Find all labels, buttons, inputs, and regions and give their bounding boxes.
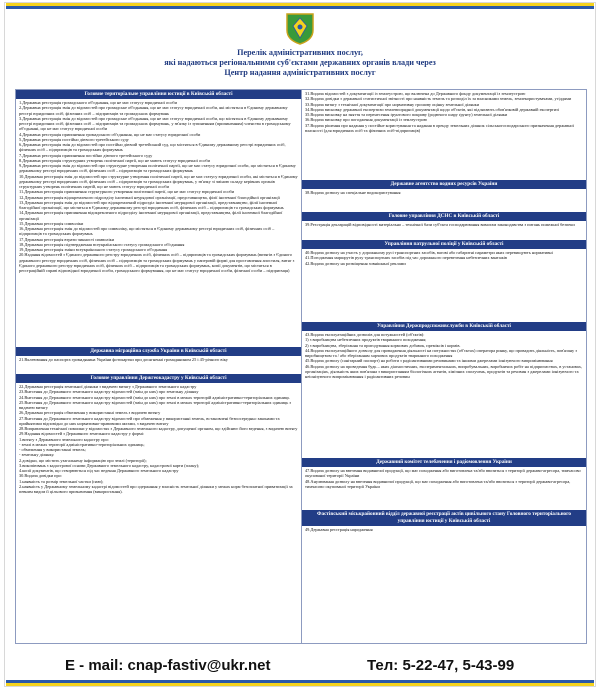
section-body [16, 356, 301, 362]
footer-email[interactable]: E - mail: cnap-fastiv@ukr.net [65, 657, 271, 674]
section-geocadastre [16, 374, 301, 643]
section-header: Управління патрульної поліції у Київській області [302, 240, 586, 249]
service-item: - обмеження у використанні земель; [19, 447, 86, 452]
service-item: 48.Анулювання дозволу на ввезення видавничої продукції, що має походження або виготовлена та/або ввозиться з території держави-агресора, тимчасово окупованої території України [305, 478, 571, 489]
service-item: 49.Державна реєстрація народження [305, 527, 373, 532]
service-item: 21.Вклеювання до паспорта громадянина України фотокартки при досягненні громадянином 25 і 45-річного віку [19, 357, 228, 362]
section-body [302, 526, 586, 532]
service-item: 3.викопіювань з кадастрової основи Державного земельного кадастру, кадастрової карти (плану); [19, 462, 200, 468]
service-item: 11.Державна реєстрація припинення структурного утворення політичної партії, що не має статусу юридичної особи [19, 189, 235, 195]
service-item: 2.наявність у Державному земельному кадастрі відомостей про одержання у власність земельної ділянки у межах норм безоплатної приватизації за певним видом її цільового призначення (використання). [19, 483, 293, 494]
service-item: 2.Державна реєстрація змін до відомостей про громадське об'єднання, що не має статусу юридичної особи, які містяться в Єдиному державному реєстрі юридичних осіб, фізичних осіб – підприємців та громадських формувань [19, 105, 288, 116]
service-item: 35.Видача висновку на зняття та перенесення ґрунтового покриву (родючого шару ґрунту) земельної ділянки [305, 112, 508, 117]
service-item: 10.Державна реєстрація змін до відомостей про структурне утворення політичної партії, що не має статусу юридичної особи, які містяться в Єдиному державному реєстрі юридичних осіб, фізичних осіб – підприємців та громадських формувань, у зв'язку зі зміною складу керівних органів структурних утворень політичних партій, що не мають статусу юридичної особи [19, 173, 298, 189]
section-justice [16, 90, 301, 345]
service-item: 19.Державна реєстрація зміни всеукраїнського статусу громадського об'єднання [19, 247, 168, 252]
page-title [5, 48, 595, 78]
service-item: 20.Надання відомостей з Єдиного державного реєстру юридичних осіб, фізичних осіб – підприємців та громадських формувань (витягів з Єдиного державного реєстру юридичних осіб, фізичних осіб – підприємців та громадських формувань у паперовій формі для проставлення апостиля, витяг з Єдиного державного реєстру юридичних осіб, фізичних осіб – підприємців та громадських формувань, копії документів, що містяться в реєстраційній справі відповідної юридичної особи, громадського формування, що не має статусу юридичної особи, фізичної особи – підприємця) [19, 252, 295, 273]
title-line-2: які надаються регіональними суб'єктами державних органів влади через [164, 58, 436, 67]
service-item: 1.наявність та розмір земельної частки (паю); [19, 478, 104, 484]
service-item: 46.Видача дозволу на проведення будь – яких діагностичних, експериментальних, випробувальних, виробничих робіт на підприємствах, в установах, організаціях, діяльність яких пов'язана з використанням біологічних агентів, хімічних сполучень, продуктів та речовин з джерелами іонізуючого та неіонізуючого випромінювання і радіоактивних речовин [305, 363, 582, 379]
service-item: 31.Видача відомостей з документації із землеустрою, що включена до Державного фонду документації із землеустрою [305, 91, 526, 96]
section-header: Управління Держпродспоживслужби в Київській області [302, 322, 586, 331]
service-item: 23.Внесення до Державного земельного кадастру відомостей (змін до них) про земельну ділянку [19, 389, 199, 395]
service-item: 28.Виправлення технічної помилки у відомостях з Державного земельного кадастру, допущеної органом, що здійснює його ведення, з видачею витягу [19, 426, 298, 431]
right-column [302, 90, 586, 643]
service-item: 36.Видача висновку про погодження документації із землеустрою [305, 117, 428, 123]
bottom-yellow-stripe [6, 683, 594, 686]
service-item: 6.Державна реєстрація змін до відомостей про постійно діючий третейський суд, що містяться в Єдиному державному реєстрі юридичних осіб, фізичних осіб – підприємців та громадських формувань [19, 142, 286, 153]
service-item: 29.Надання відомостей з Державного земельного кадастру у формі: [19, 431, 145, 437]
service-item: 27.Внесення до Державного земельного кадастру відомостей про обмеження у використанні земель, встановлені безпосередньо законами та прийнятими відповідно до них нормативно-правовими актами, з видачею витягу [19, 415, 280, 426]
service-item: 4.копії документів, що створюються під час ведення Державного земельного кадастру [19, 468, 179, 473]
service-item: 47.Видача дозволу на ввезення видавничої продукції, що має походження або виготовлена та/або ввозиться з території держави-агресора, тимчасово окупованої території України [305, 468, 581, 479]
service-item: 42.Видача дозволу на розміщення зовнішньої реклами [305, 260, 406, 266]
service-item: 39.Реєстрація декларацій відповідності матеріально – технічної бази суб'єкта господарювання вимогам законодавства з питань пожежної безпеки [305, 222, 575, 227]
service-item: 1.Державна реєстрація громадського об'єднання, що не має статусу юридичної особи [19, 100, 177, 105]
service-item: 40.Видача дозволу на участь у дорожньому русі транспортних засобів, вагові або габаритні параметри яких перевищують нормативні [305, 250, 553, 255]
service-item: - земельну ділянку. [19, 452, 55, 458]
title-line-1: Перелік адміністративних послуг, [237, 48, 363, 57]
section-header: Головне управління Держгеокадастру у Київській області [16, 374, 301, 383]
section-body [16, 383, 301, 494]
service-item: 33.Видача витягу з технічної документації про нормативну грошову оцінку земельної ділянки [305, 101, 480, 107]
left-column [16, 90, 302, 643]
section-patrol-police [302, 240, 586, 310]
service-item: 44.Видача експлуатаційного дозволу для провадження діяльності на потужностях (об'єктах) оператора ринку, що провадить діяльність, пов'язану з виробництвом та / або зберіганням харчових продуктів тваринного походження [305, 347, 577, 358]
section-body [302, 189, 586, 195]
service-item: 43.Видача експлуатаційних дозволів для потужностей (об'єктів): [305, 332, 425, 337]
service-item: 32.Видача довідки з державної статистичної звітності про наявність земель та розподіл їх за власниками земель, землекористувачами, угіддями [305, 96, 572, 102]
service-item: 9.Державна реєстрація змін до відомостей про структурне утворення політичної партії, що не має статусу юридичної особи, що містяться в Єдиному державному реєстрі юридичних осіб, фізичних осіб – підприємців та громадських формувань [19, 163, 296, 174]
section-body [16, 99, 301, 273]
service-item: 25.Внесення до Державного земельного кадастру відомостей (змін до них) про землі в межах території адміністративно-територіальних одиниць з видачею витягу [19, 399, 292, 410]
section-civil-registry [302, 510, 586, 550]
service-item: 13.Державна реєстрація змін до відомостей про відокремлений підрозділ іноземної неурядової організації, представництво, філії іноземної благодійної організації, що містяться в Єдиному державному реєстрі юридичних осіб, фізичних осіб – підприємців та громадських формувань [19, 199, 284, 210]
section-water [302, 180, 586, 206]
section-food-safety [302, 322, 586, 448]
service-item: 1) з виробництва небезпечних продуктів тваринного походження; [305, 337, 427, 343]
footer [5, 649, 595, 681]
city-crest-icon [285, 12, 315, 46]
service-item: 2.довідки, що містить узагальнену інформацію про землі (території); [19, 457, 147, 463]
section-geocadastre-cont [302, 90, 586, 172]
service-item: 30.Видача довідки про: [19, 473, 63, 479]
service-item: 18.Державна реєстрація підтвердження всеукраїнського статусу громадського об'єднання [19, 241, 185, 247]
service-item: 12.Державна реєстрація відокремленого підрозділу іноземної неурядової організації, представництва, філії іноземної благодійної організації [19, 194, 280, 200]
section-migration [16, 347, 301, 373]
service-item: 16.Державна реєстрація змін до відомостей про символіку, що містяться в Єдиному державному реєстрі юридичних осіб, фізичних осіб – підприємців та громадських формувань [19, 226, 275, 237]
title-line-3: Центр надання адміністративних послуг [224, 68, 376, 77]
service-item: 2) з виробництва, зберігання та пригодування кормових добавок, преміксів і кормів. [305, 342, 461, 348]
service-item: 26.Державна реєстрація обмеження у використанні земель з видачею витягу [19, 410, 161, 416]
service-item: 14.Державна реєстрація припинення відокремленого підрозділу іноземної неурядової організації, представництва, філії іноземної благодійної організації [19, 210, 283, 221]
section-body [302, 221, 586, 227]
service-item: 8.Державна реєстрація структурних утворень політичної партії, що не мають статусу юридичної особи [19, 157, 210, 163]
service-item: 17.Державна реєстрація втрати чинності символіки [19, 236, 115, 242]
service-item: 1.витягу з Державного земельного кадастру про: [19, 436, 109, 442]
service-item: 41.Погодження маршрутів руху транспортних засобів під час дорожнього перевезення небезпечних вантажів [305, 255, 507, 261]
section-header: Державний комітет телебачення і радіомовлення України [302, 458, 586, 467]
service-item: 3.Державна реєстрація змін до відомостей про громадське об'єднання, що не має статусу юридичної особи, що містяться в Єдиному державному реєстрі юридичних осіб, фізичних осіб – підприємців та громадських формувань, у зв'язку із зупиненням (припиненням) членства в громадському об'єднанні, що не має статусу юридичної особи [19, 115, 291, 132]
section-body [302, 331, 586, 379]
section-header: Фастівський міськрайонний відділ державної реєстрації актів цивільного стану Головного територіального управління юстиції у Київській області [302, 510, 586, 526]
service-item: 38.Видача дозволу на спеціальне водокористування [305, 190, 401, 195]
section-header: Державне агентство водних ресурсів України [302, 180, 586, 189]
top-blue-stripe [6, 6, 594, 9]
service-item: 22.Державна реєстрація земельної ділянки з видачею витягу з Державного земельного кадастру [19, 384, 197, 389]
section-body [302, 90, 586, 133]
service-item: 24.Внесення до Державного земельного кадастру відомостей (змін до них) про землі в межах територій адміністративно-територіальних одиниць [19, 394, 290, 400]
section-header: Головне управління ДСНС в Київській області [302, 212, 586, 221]
services-table [15, 89, 587, 644]
service-item: 15.Державна реєстрація символіки [19, 220, 84, 226]
footer-phone: Тел: 5-22-47, 5-43-99 [367, 657, 515, 674]
section-body [302, 249, 586, 266]
service-item: 37.Видача рішення про надання у постійне користування та надання в оренду земельних ділянок сільськогосподарського призначення державної власності (для юридичних осіб та фізичних осіб-підприємців) [305, 122, 574, 133]
section-body [302, 467, 586, 489]
section-header: Головне територіальне управління юстиції в Київській області [16, 90, 301, 99]
section-tv-radio [302, 458, 586, 496]
service-item: 4.Державна реєстрація припинення громадського об'єднання, що не має статусу юридичної особи [19, 131, 201, 137]
service-item: 45.Видача дозволу (санітарний паспорт) на роботи з радіоактивними речовинами та іншими джерелами іонізуючого випромінювання [305, 358, 553, 364]
poster [4, 2, 596, 687]
service-item: 5.Державна реєстрація постійно діючого третейського суду [19, 136, 129, 142]
service-item: - землі в межах території адміністративно-територіальних одиниць; [19, 441, 145, 447]
service-item: 7.Державна реєстрація припинення постійно діючого третейського суду [19, 152, 153, 158]
section-header: Державна міграційна служба України в Київській області [16, 347, 301, 356]
service-item: 34.Видача висновку державної експертизи землевпорядної документації щодо об'єктів, які підлягають обов'язковій державній експертизі [305, 106, 559, 112]
